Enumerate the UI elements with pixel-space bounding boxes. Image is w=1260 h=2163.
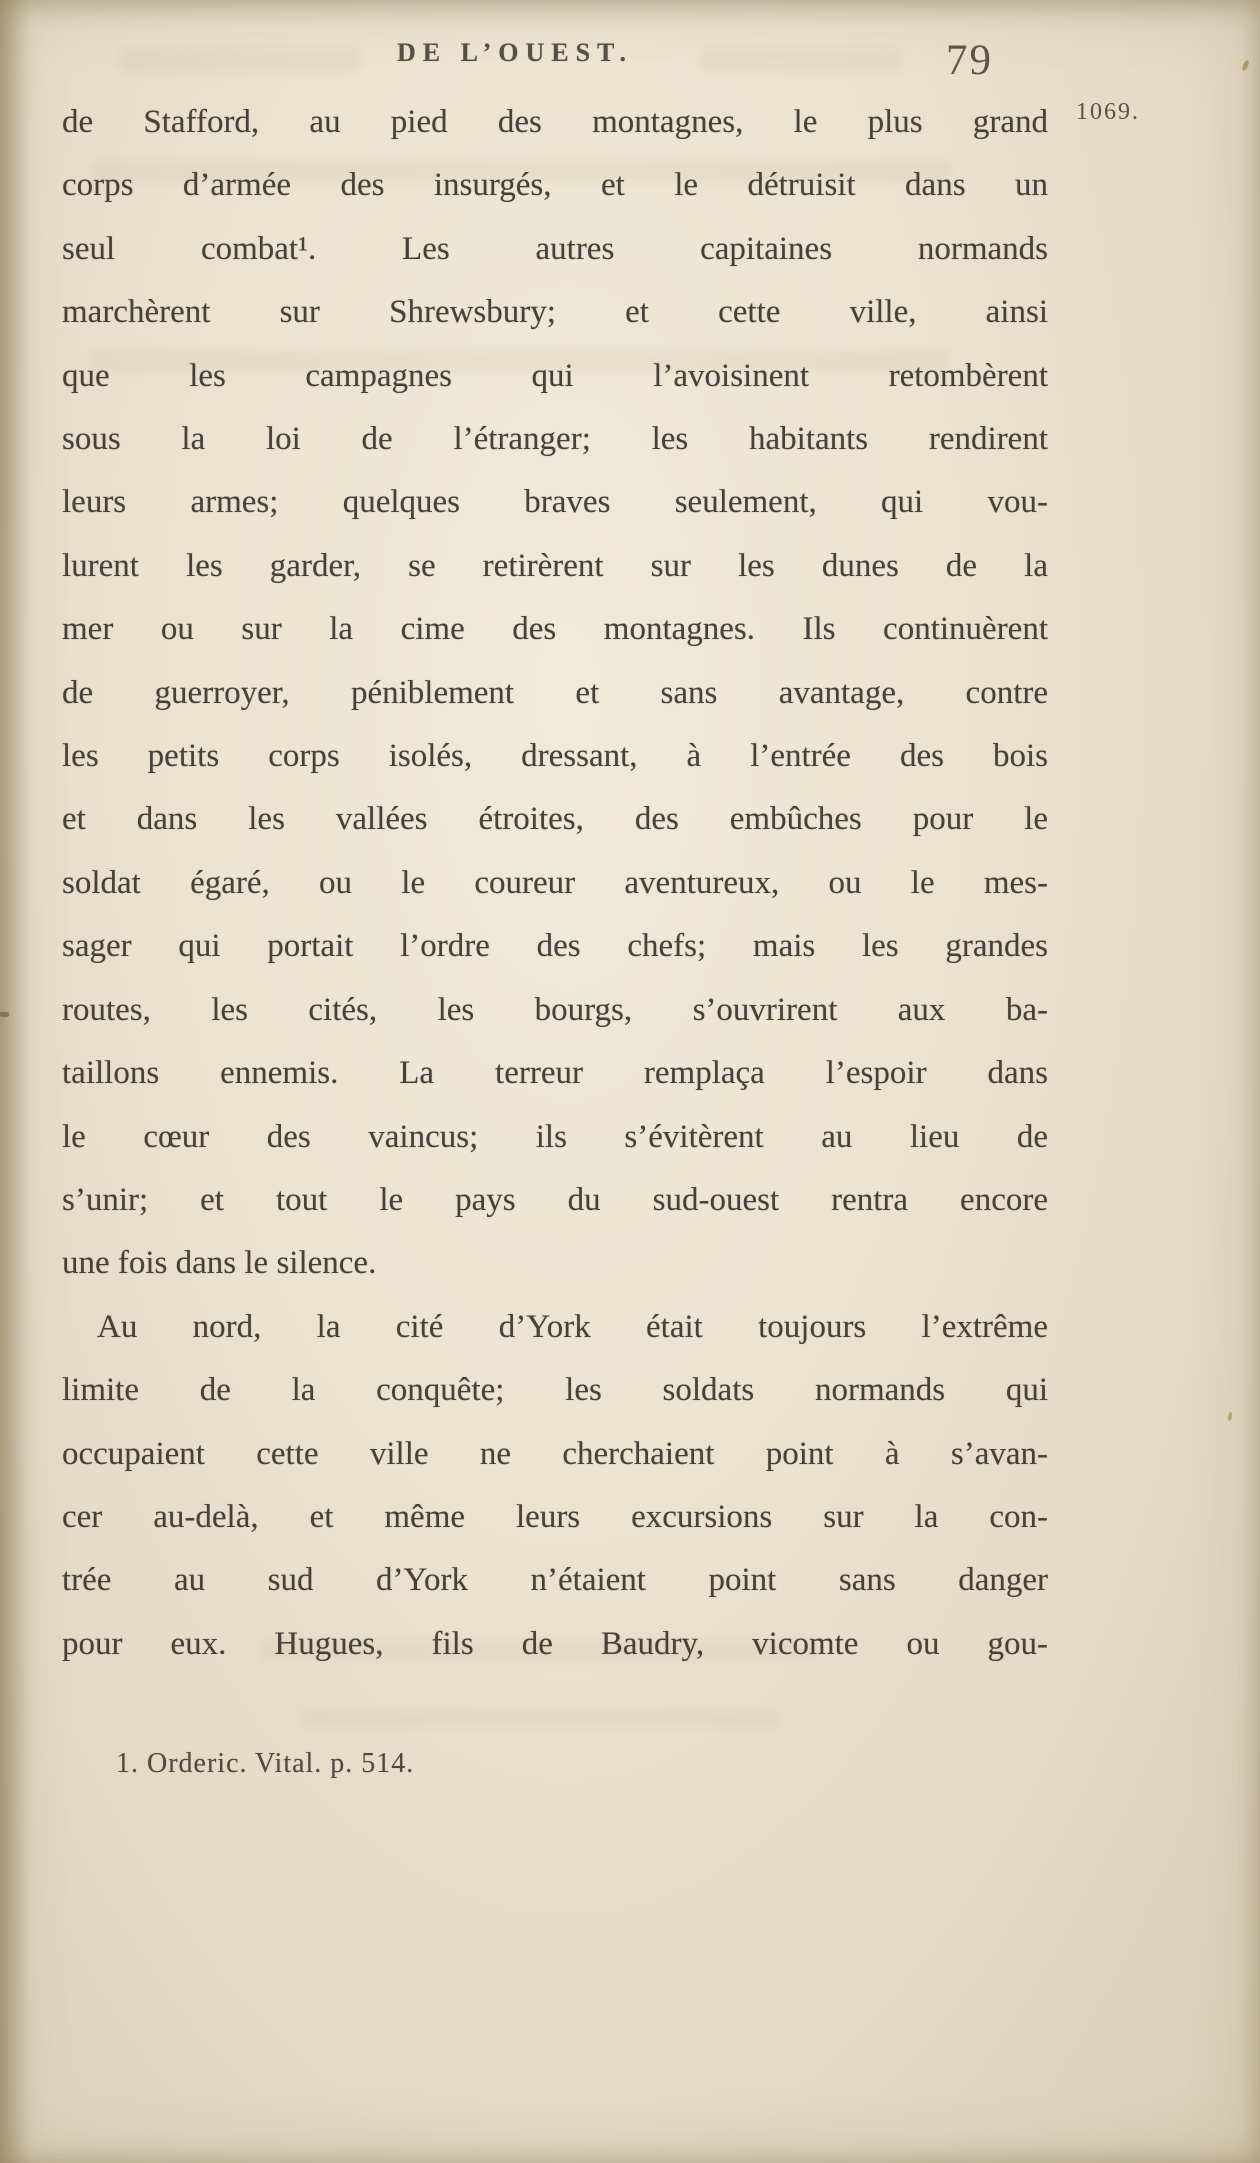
show-through-smudge xyxy=(300,1710,780,1728)
body-line: marchèrent sur Shrewsbury; et cette ville, ainsi xyxy=(62,294,1048,331)
body-line: limite de la conquête; les soldats normands qui xyxy=(62,1372,1048,1409)
paper-speck xyxy=(0,1012,9,1017)
body-line: corps d’armée des insurgés, et le détruisit dans un xyxy=(62,167,1048,204)
page-edge-shadow xyxy=(0,0,30,2163)
running-title: DE L’OUEST. xyxy=(397,38,633,67)
body-line: mer ou sur la cime des montagnes. Ils continuèrent xyxy=(62,611,1048,648)
body-line: lurent les garder, se retirèrent sur les dunes de la xyxy=(62,547,1048,584)
body-line: seul combat¹. Les autres capitaines normands xyxy=(62,230,1048,267)
body-line: et dans les vallées étroites, des embûches pour le xyxy=(62,801,1048,838)
body-text xyxy=(62,91,1048,1676)
body-line: s’unir; et tout le pays du sud-ouest rentra encore xyxy=(62,1181,1048,1218)
body-line: de guerroyer, péniblement et sans avantage, contre xyxy=(62,674,1048,711)
body-line: les petits corps isolés, dressant, à l’entrée des bois xyxy=(62,738,1048,775)
body-line: que les campagnes qui l’avoisinent retombèrent xyxy=(62,357,1048,394)
paper-speck xyxy=(1241,59,1250,71)
body-line: Au nord, la cité d’York était toujours l’extrême xyxy=(97,1308,1048,1345)
body-line: sous la loi de l’étranger; les habitants rendirent xyxy=(62,421,1048,458)
body-line: leurs armes; quelques braves seulement, qui vou- xyxy=(62,484,1048,521)
body-line: trée au sud d’York n’étaient point sans danger xyxy=(62,1562,1048,1599)
body-line: occupaient cette ville ne cherchaient point à s’avan- xyxy=(62,1435,1048,1472)
page-number: 79 xyxy=(946,37,993,84)
body-line: pour eux. Hugues, fils de Baudry, vicomte ou gou- xyxy=(62,1625,1048,1662)
body-line: cer au-delà, et même leurs excursions sur la con- xyxy=(62,1498,1048,1535)
body-line: une fois dans le silence. xyxy=(62,1245,377,1282)
body-line: le cœur des vaincus; ils s’évitèrent au lieu de xyxy=(62,1118,1048,1155)
footnote: 1. Orderic. Vital. p. 514. xyxy=(116,1748,415,1779)
margin-year-note: 1069. xyxy=(1076,99,1140,125)
paper-speck xyxy=(1227,1412,1233,1422)
body-line: de Stafford, au pied des montagnes, le plus grand xyxy=(62,104,1048,140)
body-line: routes, les cités, les bourgs, s’ouvrirent aux ba- xyxy=(62,991,1048,1028)
body-line: sager qui portait l’ordre des chefs; mais les grandes xyxy=(62,928,1048,965)
body-line: soldat égaré, ou le coureur aventureux, ou le mes- xyxy=(62,864,1048,901)
body-line: taillons ennemis. La terreur remplaça l’espoir dans xyxy=(62,1055,1048,1092)
